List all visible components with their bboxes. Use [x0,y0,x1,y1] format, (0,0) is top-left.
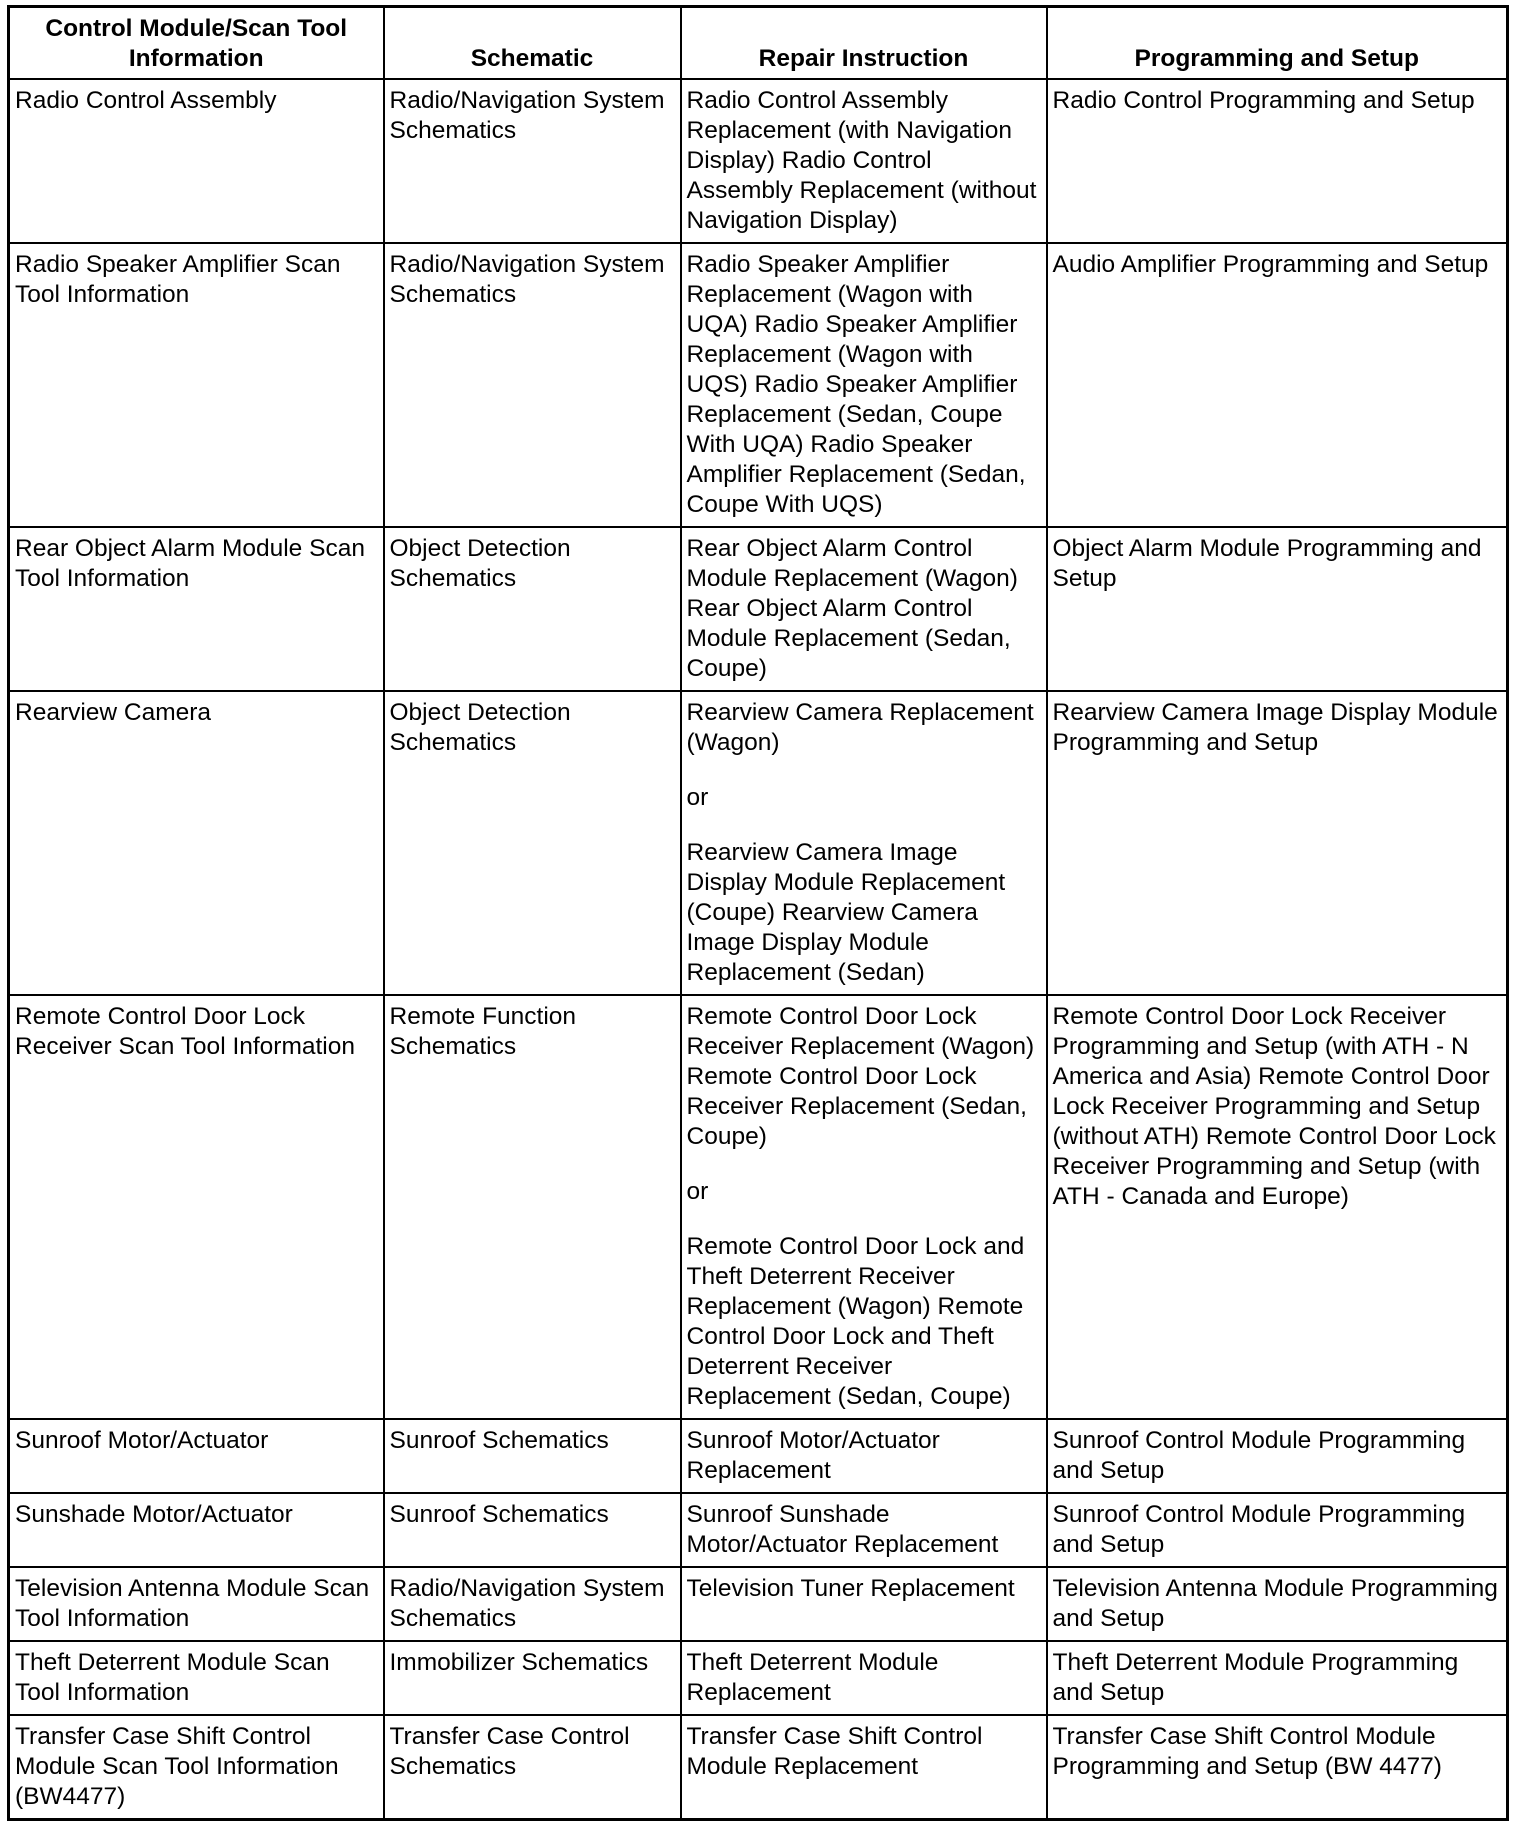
repair-text: Remote Control Door Lock Receiver Replacement (Wagon) Remote Control Door Lock Receiver Replacement (Sedan, Coupe) [686,1003,1035,1150]
module-cell: Sunroof Motor/Actuator [9,1419,384,1493]
repair-or-separator: or [686,1178,709,1205]
header-row [9,7,1508,80]
module-cell: Radio Control Assembly [9,79,384,243]
table-row [9,1715,1508,1820]
table-row [9,243,1508,527]
header-programming: Programming and Setup [1047,7,1508,80]
repair-cell [681,1641,1047,1715]
repair-or-separator: or [686,784,709,811]
table-row [9,995,1508,1419]
table-header [9,7,1508,80]
table-row [9,1493,1508,1567]
repair-cell [681,79,1047,243]
schematic-cell: Object Detection Schematics [384,691,681,995]
repair-cell [681,527,1047,691]
programming-cell: Theft Deterrent Module Programming and Setup [1047,1641,1508,1715]
repair-cell [681,995,1047,1419]
module-cell: Rear Object Alarm Module Scan Tool Information [9,527,384,691]
table-body [9,79,1508,1820]
schematic-cell: Sunroof Schematics [384,1419,681,1493]
header-schematic: Schematic [384,7,681,80]
programming-cell: Transfer Case Shift Control Module Programming and Setup (BW 4477) [1047,1715,1508,1820]
table-row [9,527,1508,691]
repair-cell [681,1493,1047,1567]
repair-text: Rear Object Alarm Control Module Replacement (Wagon) Rear Object Alarm Control Module Replacement (Sedan, Coupe) [686,535,1018,682]
table-row [9,691,1508,995]
schematic-cell: Radio/Navigation System Schematics [384,1567,681,1641]
repair-text: Sunroof Sunshade Motor/Actuator Replacement [686,1501,999,1558]
programming-cell: Sunroof Control Module Programming and Setup [1047,1419,1508,1493]
table-row [9,1419,1508,1493]
table-row [9,1567,1508,1641]
schematic-cell: Transfer Case Control Schematics [384,1715,681,1820]
repair-cell [681,1715,1047,1820]
repair-cell [681,1567,1047,1641]
schematic-cell: Sunroof Schematics [384,1493,681,1567]
table-row [9,79,1508,243]
programming-cell: Television Antenna Module Programming and Setup [1047,1567,1508,1641]
module-cell: Rearview Camera [9,691,384,995]
repair-cell [681,691,1047,995]
module-cell: Transfer Case Shift Control Module Scan Tool Information (BW4477) [9,1715,384,1820]
module-cell: Television Antenna Module Scan Tool Information [9,1567,384,1641]
schematic-cell: Remote Function Schematics [384,995,681,1419]
schematic-cell: Immobilizer Schematics [384,1641,681,1715]
module-cell: Sunshade Motor/Actuator [9,1493,384,1567]
repair-text: Radio Control Assembly Replacement (with Navigation Display) Radio Control Assembly Replacement (without Navigation Display) [686,87,1037,234]
schematic-cell: Radio/Navigation System Schematics [384,243,681,527]
repair-text: Rearview Camera Replacement (Wagon) [686,699,1034,756]
repair-text: Sunroof Motor/Actuator Replacement [686,1427,940,1484]
table-row [9,1641,1508,1715]
module-cell: Remote Control Door Lock Receiver Scan Tool Information [9,995,384,1419]
repair-cell [681,1419,1047,1493]
repair-text: Theft Deterrent Module Replacement [686,1649,939,1706]
header-repair: Repair Instruction [681,7,1047,80]
repair-text: Transfer Case Shift Control Module Replacement [686,1723,983,1780]
programming-cell: Remote Control Door Lock Receiver Programming and Setup (with ATH - N America and Asia) Remote Control Door Lock Receiver Programming and Setup (without ATH) Remote Control Door Lock Receiver Programming and Setup (with ATH - Canada and Europe) [1047,995,1508,1419]
repair-cell [681,243,1047,527]
repair-text: Radio Speaker Amplifier Replacement (Wagon with UQA) Radio Speaker Amplifier Replacement (Wagon with UQS) Radio Speaker Amplifier Replacement (Sedan, Coupe With UQA) Radio Speaker Amplifier Replacement (Sedan, Coupe With UQS) [686,251,1026,518]
repair-text: Television Tuner Replacement [686,1575,1015,1602]
module-cell: Radio Speaker Amplifier Scan Tool Information [9,243,384,527]
service-info-table [7,5,1509,1821]
programming-cell: Sunroof Control Module Programming and Setup [1047,1493,1508,1567]
schematic-cell: Object Detection Schematics [384,527,681,691]
programming-cell: Object Alarm Module Programming and Setup [1047,527,1508,691]
repair-text: Remote Control Door Lock and Theft Deterrent Receiver Replacement (Wagon) Remote Control Door Lock and Theft Deterrent Receiver Replacement (Sedan, Coupe) [686,1233,1025,1410]
header-module: Control Module/Scan Tool Information [9,7,384,80]
repair-text: Rearview Camera Image Display Module Replacement (Coupe) Rearview Camera Image Display Module Replacement (Sedan) [686,839,1006,986]
schematic-cell: Radio/Navigation System Schematics [384,79,681,243]
programming-cell: Audio Amplifier Programming and Setup [1047,243,1508,527]
module-cell: Theft Deterrent Module Scan Tool Information [9,1641,384,1715]
programming-cell: Rearview Camera Image Display Module Programming and Setup [1047,691,1508,995]
programming-cell: Radio Control Programming and Setup [1047,79,1508,243]
